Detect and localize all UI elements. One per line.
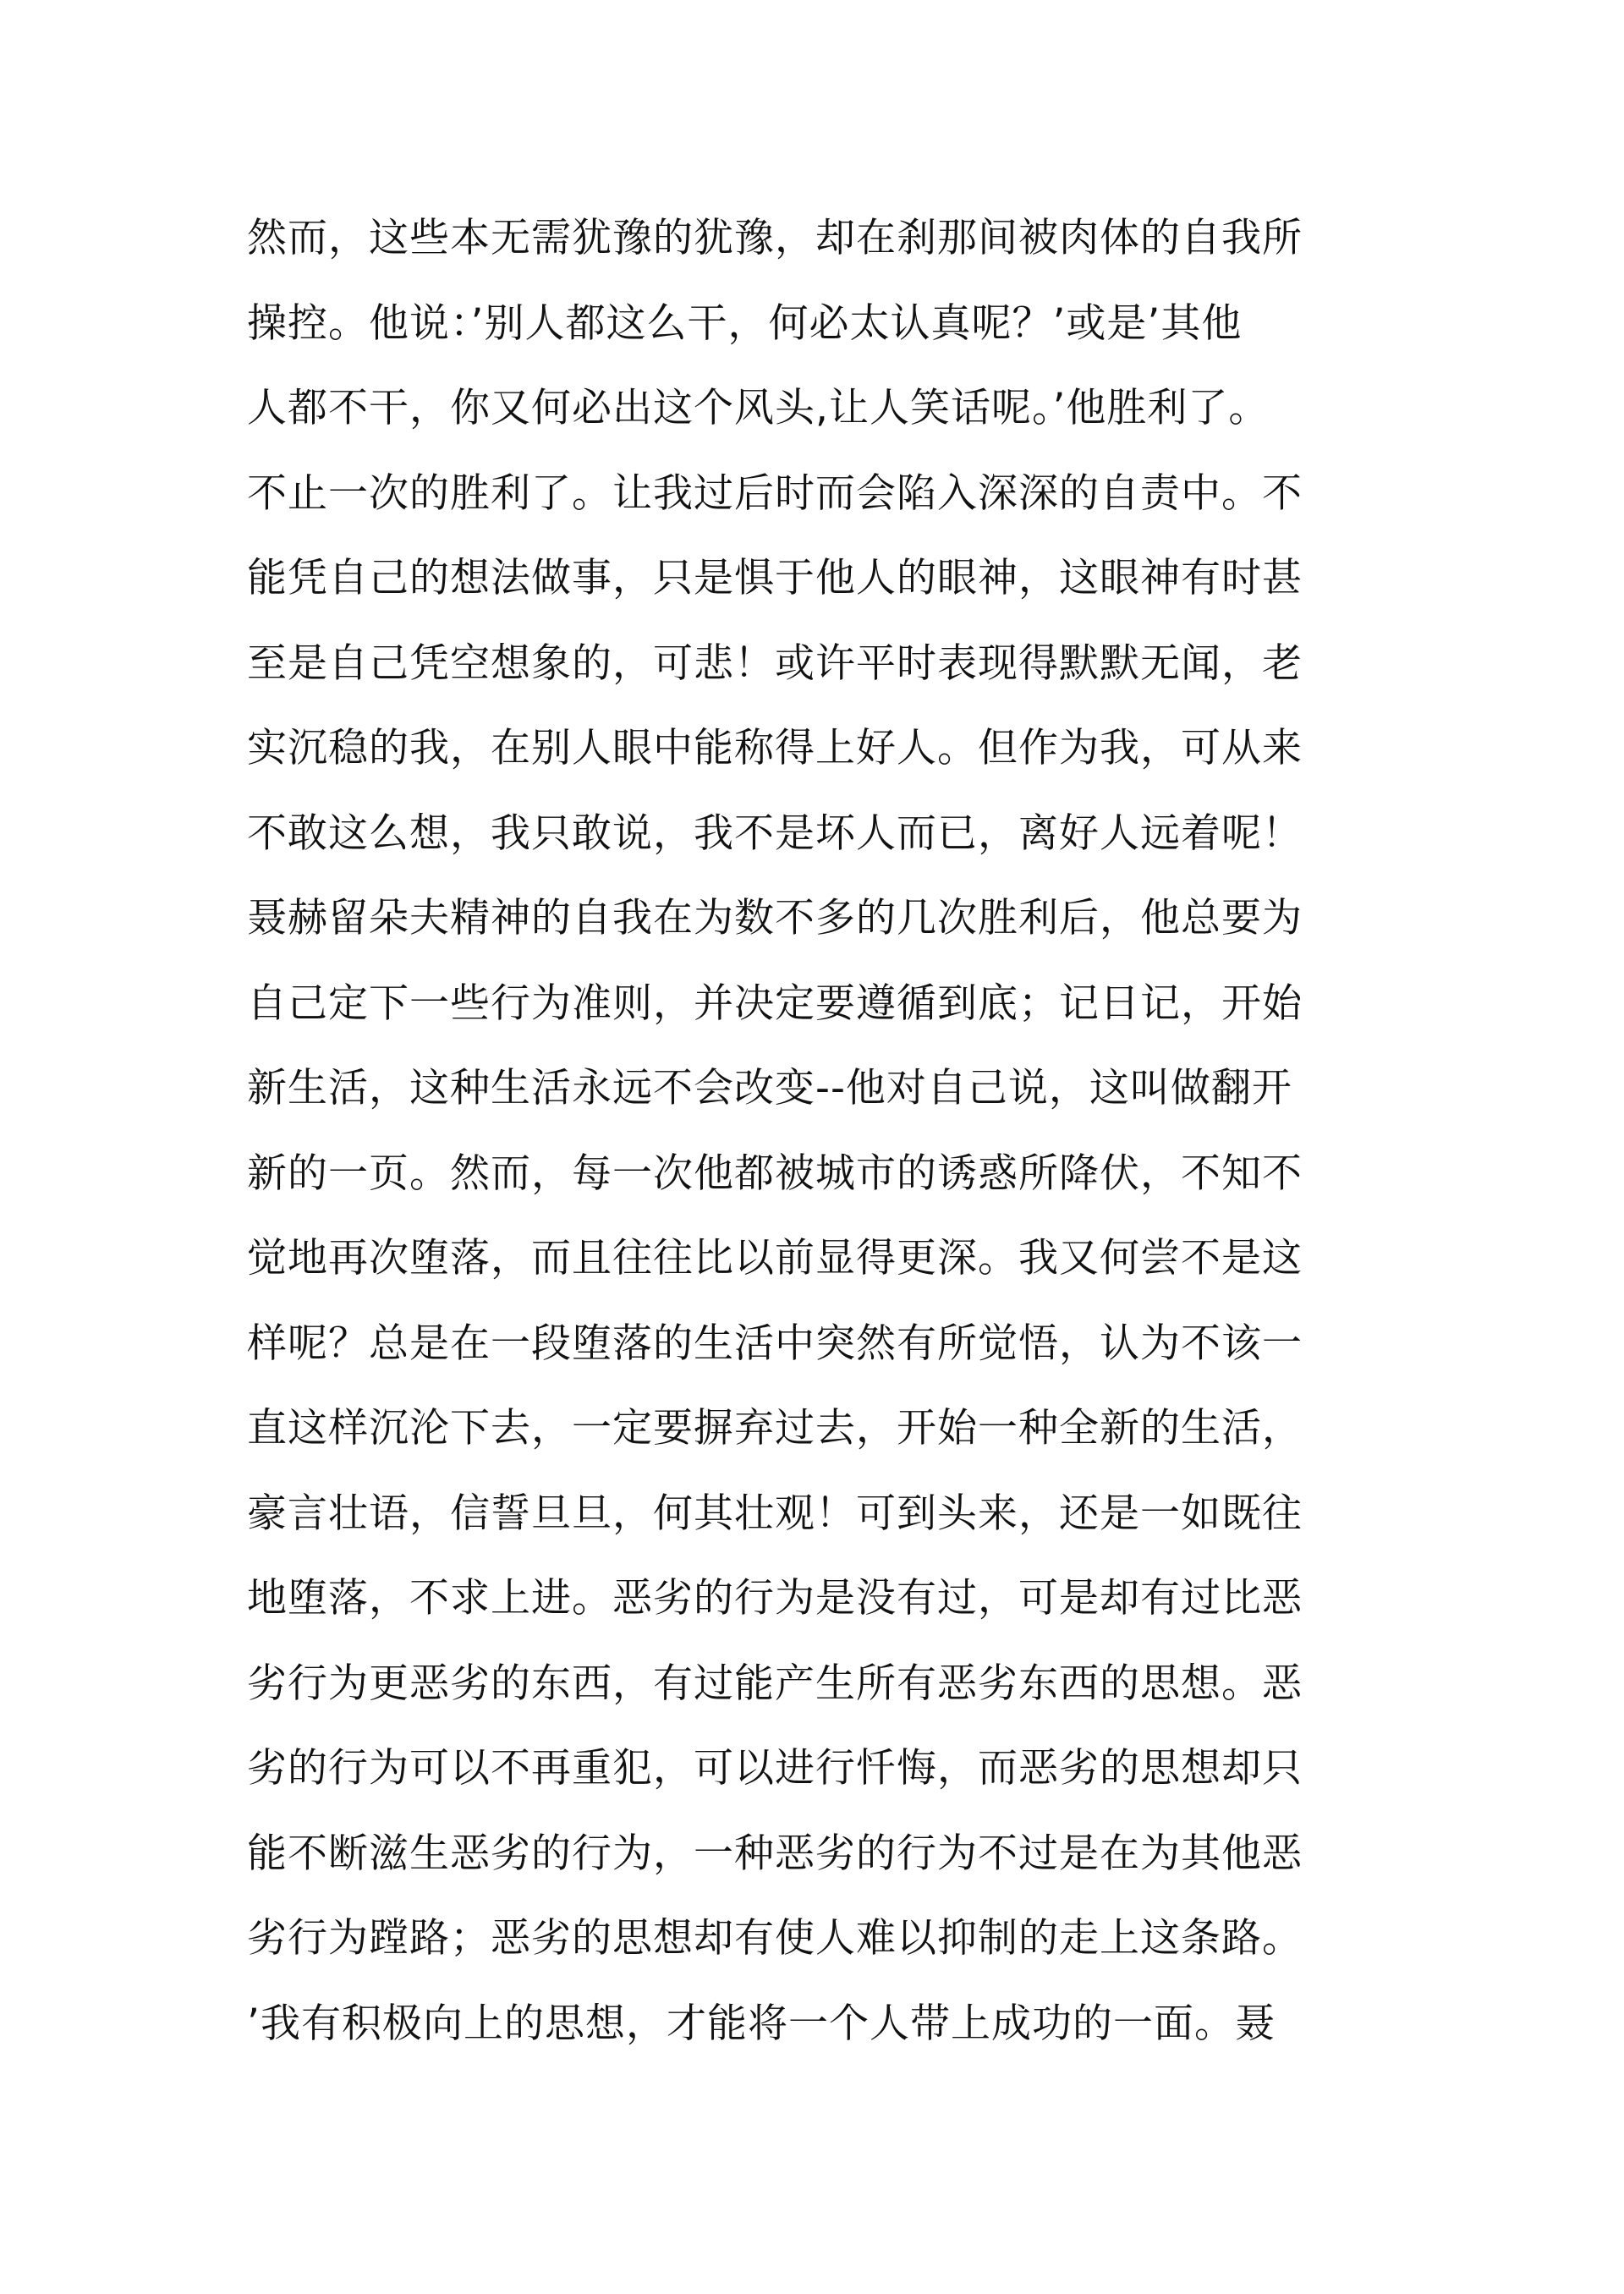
text-line: 人都不干，你又何必出这个风头,让人笑话呢。’他胜利了。	[247, 385, 1270, 431]
text-line: 操控。他说：’别人都这么干，何必太认真呢？’或是’其他	[247, 299, 1243, 347]
text-line: 不止一次的胜利了。让我过后时而会陷入深深的自责中。不	[247, 469, 1303, 517]
text-line: 新的一页。然而，每一次他都被城市的诱惑所降伏，不知不	[247, 1150, 1303, 1197]
text-line: 能不断滋生恶劣的行为，一种恶劣的行为不过是在为其他恶	[247, 1830, 1303, 1877]
text-line: 聂赫留朵夫精神的自我在为数不多的几次胜利后，他总要为	[247, 895, 1303, 941]
text-line: 样呢？总是在一段堕落的生活中突然有所觉悟，认为不该一	[247, 1320, 1303, 1367]
text-line: 能凭自己的想法做事，只是惧于他人的眼神，这眼神有时甚	[247, 555, 1303, 601]
text-line: 觉地再次堕落，而且往往比以前显得更深。我又何尝不是这	[247, 1235, 1303, 1281]
text-line: 新生活，这种生活永远不会改变--他对自己说，这叫做翻开	[247, 1065, 1292, 1111]
text-line: 然而，这些本无需犹豫的犹豫，却在刹那间被肉体的自我所	[247, 215, 1303, 261]
text-line: 至是自己凭空想象的，可悲！或许平时表现得默默无闻，老	[247, 639, 1303, 687]
text-line: 地堕落，不求上进。恶劣的行为是没有过，可是却有过比恶	[247, 1575, 1303, 1622]
text-line: 自己定下一些行为准则，并决定要遵循到底；记日记，开始	[247, 980, 1303, 1027]
text-line: 豪言壮语，信誓旦旦，何其壮观！可到头来，还是一如既往	[247, 1490, 1303, 1537]
text-line: 劣行为蹚路；恶劣的思想却有使人难以抑制的走上这条路。	[247, 1915, 1303, 1962]
body-text	[247, 213, 1397, 2083]
text-line: 直这样沉沦下去，一定要摒弃过去，开始一种全新的生活，	[247, 1405, 1303, 1452]
text-line: 不敢这么想，我只敢说，我不是坏人而已，离好人远着呢！	[247, 809, 1303, 857]
text-line: ’我有积极向上的思想，才能将一个人带上成功的一面。聂	[247, 2000, 1276, 2047]
text-line: 劣的行为可以不再重犯，可以进行忏悔，而恶劣的思想却只	[247, 1745, 1303, 1792]
text-line: 实沉稳的我，在别人眼中能称得上好人。但作为我，可从来	[247, 725, 1303, 771]
text-line: 劣行为更恶劣的东西，有过能产生所有恶劣东西的思想。恶	[247, 1660, 1303, 1707]
